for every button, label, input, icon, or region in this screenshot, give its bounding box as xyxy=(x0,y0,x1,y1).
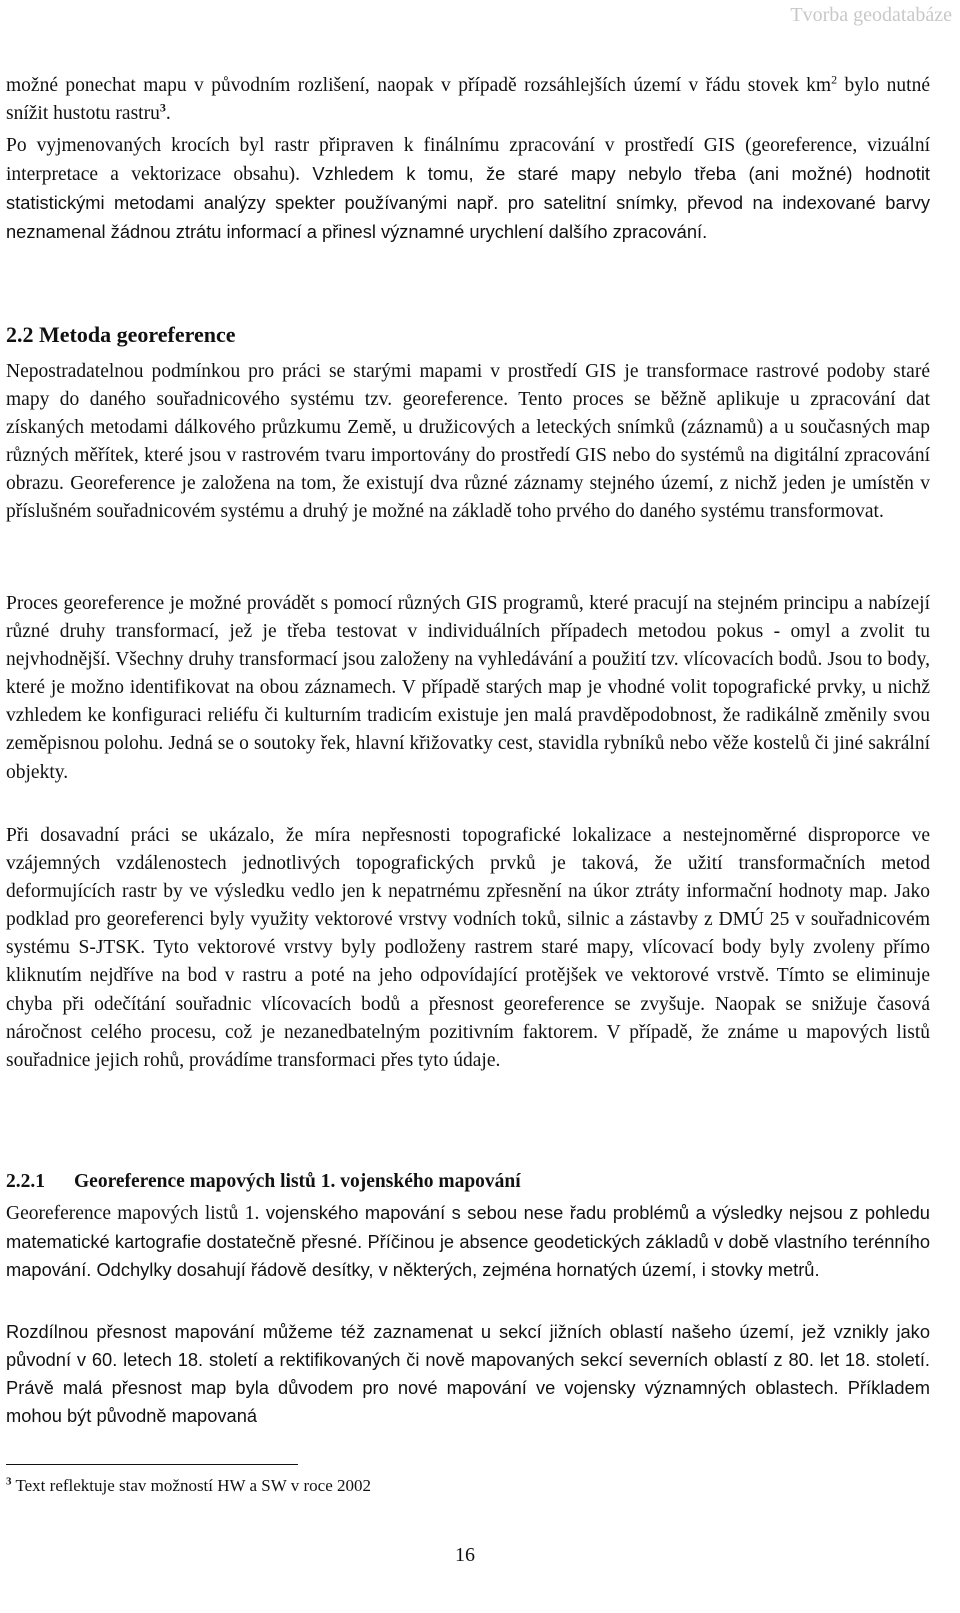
superscript-2: 2 xyxy=(831,72,838,87)
footnote-text: Text reflektuje stav možností HW a SW v roce 2002 xyxy=(11,1476,372,1495)
p1-serif-start: Georeference mapových listů 1. xyxy=(6,1203,260,1224)
footnote-ref-3: 3 xyxy=(159,100,166,115)
section-number: 2.2.1 xyxy=(6,1171,45,1192)
intro-paragraph-2 xyxy=(6,131,930,246)
intro-paragraph-1 xyxy=(6,72,930,128)
section-2-2-1-paragraph-1 xyxy=(6,1199,930,1284)
p1-sans-rest: vojenského mapování s sebou nese řadu problémů a výsledky nejsou z pohledu matematické kartografie dostatečně přesné. Příčinou je absence geodetických základů v době vlastního terénního mapování. Odchylky dosahují řádově desítky, v některých, zejména hornatých území, i stovky metrů. xyxy=(6,1202,930,1281)
section-2-2-paragraph-3: Při dosavadní práci se ukázalo, že míra nepřesnosti topografické lokalizace a nestejnoměrné disproporce ve vzájemných vzdálenostech jednotlivých topografických prvků je taková, že užití transformačních metod deformujících rastr by ve výsledku vedlo jen k nepatrnému zpřesnění na úkor ztráty informační hodnoty map. Jako podklad pro georeferenci byly využity vektorové vrstvy vodních toků, silnic a zástavby z DMÚ 25 v souřadnicovém systému S-JTSK. Tyto vektorové vrstvy byly podloženy rastrem staré mapy, vlícovací body byly zvoleny přímo kliknutím nejdříve na bod v rastru a poté na jeho odpovídající protějšek ve vektorové vrstvě. Tímto se eliminuje chyba při odečítání souřadnic vlícovacích bodů a přesnost georeference se zvyšuje. Naopak se snižuje časová náročnost celého procesu, což je nezanedbatelným pozitivním faktorem. V případě, že známe u mapových listů souřadnice jejich rohů, provádíme transformaci přes tyto údaje. xyxy=(6,825,930,1071)
running-header: Tvorba geodatabáze xyxy=(790,4,952,26)
section-heading-2-2: 2.2 Metoda georeference xyxy=(6,322,236,347)
intro-text: možné ponechat mapu v původním rozlišení, naopak v případě rozsáhlejších území v řádu stovek km xyxy=(6,75,832,96)
intro-p2-sans: Vzhledem k tomu, že staré mapy nebylo třeba (ani možné) hodnotit statistickými metodami analýzy spekter používanými např. pro satelitní snímky, převod na indexované barvy neznamenal žádnou ztrátu informací a přinesl významné urychlení dalšího zpracování. xyxy=(6,163,931,242)
intro-p2-serif: Po vyjmenovaných krocích byl rastr připraven k finálnímu zpracování v prostředí GIS (georeference, vizuální interpretace a vektorizace obsahu). xyxy=(6,135,930,186)
intro-text-cont: bylo nutné snížit hustotu rastru xyxy=(6,75,930,125)
section-2-2-1-paragraph-2: Rozdílnou přesnost mapování můžeme též zaznamenat u sekcí jižních oblastí našeho území, jež vznikly jako původní v 60. letech 18. století a rektifikovaných či nově mapovaných sekcí severních oblastí z 80. let 18. století. Právě malá přesnost map byla důvodem pro nové mapování ve vojensky významných oblastech. Příkladem mohou být původně mapovaná xyxy=(6,1321,930,1427)
intro-text-end: . xyxy=(165,103,171,125)
section-title: Georeference mapových listů 1. vojenského mapování xyxy=(74,1171,521,1192)
footnote-divider xyxy=(6,1464,298,1465)
section-heading-2-2-1 xyxy=(6,1171,521,1193)
footnote xyxy=(6,1476,371,1496)
section-2-2-paragraph-1: Nepostradatelnou podmínkou pro práci se starými mapami v prostředí GIS je transformace rastrové podoby staré mapy do daného souřadnicového systému tzv. georeference. Tento proces se běžně aplikuje u zpracování dat získaných metodami dálkového průzkumu Země, u družicových a leteckých snímků (záznamů) a u současných map různých měřítek, které jsou v rastrovém tvaru importovány do prostředí GIS nebo do systémů na digitální zpracování obrazu. Georeference je založena na tom, že existují dva různé záznamy stejného území, z nichž jeden je umístěn v příslušném souřadnicovém systému a druhý je možné na základě toho prvého do daného systému transformovat. xyxy=(6,361,930,523)
section-2-2-paragraph-2: Proces georeference je možné provádět s pomocí různých GIS programů, které pracují na stejném principu a nabízejí různé druhy transformací, jež je třeba testovat v individuálních případech metodou pokus - omyl a zvolit tu nejvhodnější. Všechny druhy transformací jsou založeny na vyhledávání a použití tzv. vlícovacích bodů. Jsou to body, které je možno identifikovat na obou záznamech. V případě starých map je vhodné volit topografické prvky, u nichž vzhledem ke konfiguraci reliéfu či kulturním tradicím existuje jen malá pravděpodobnost, že radikálně změnily svou zeměpisnou polohu. Jedná se o soutoky řek, hlavní křižovatky cest, stavidla rybníků nebo věže kostelů či jiné sakrální objekty. xyxy=(6,593,930,783)
page-number: 16 xyxy=(455,1544,475,1566)
footnote-marker: 3 xyxy=(6,1475,12,1488)
